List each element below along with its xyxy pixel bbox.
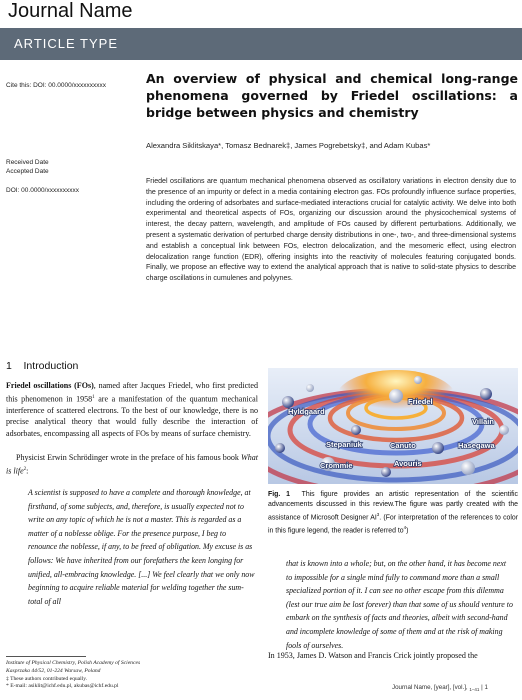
svg-text:Hyldgaard [288, 407, 325, 416]
affiliation: Institute of Physical Chemistry, Polish Academy of Sciences [6, 660, 141, 666]
intro-text-b: are a manifestation of the quantum mechanical interference of scattered electrons. To the best of our knowledge, there is no precise analytical theory that would fully describe the interaction of adsorbates, encompassing all aspects of FOs by means of surface chemistry. [6, 394, 258, 438]
svg-text:Canuto [390, 441, 416, 450]
book-title: What is life [6, 453, 258, 476]
email: * E-mail: asiklit@ichf.edu.pl, akubas@ichf.edu.pl [6, 683, 119, 690]
authors: Alexandra Siklitskaya*, Tomasz Bednarek‡, James Pogrebetsky‡, and Adam Kubas* [146, 141, 431, 150]
caption-text-c: ) [406, 527, 409, 535]
svg-text:Hasegawa [458, 441, 496, 450]
ref-2: 2 [23, 466, 27, 472]
footer-journal: Journal Name, [year], [vol.], [392, 684, 468, 691]
svg-text:Villain [472, 417, 494, 426]
footer-page-range: 1–41 [469, 687, 480, 693]
equal-contribution: ‡ These authors contributed equally. [6, 675, 88, 682]
label-hyldgaard: Hyldgaard [288, 407, 325, 416]
caption-text-b: . (For interpretation of the references to color in this figure legend, the reader is referred to [268, 514, 518, 535]
intro-paragraph-1 [6, 380, 258, 439]
label-hasegawa: Hasegawa [458, 441, 495, 450]
section-title: Introduction [23, 360, 79, 372]
label-canuto: Canuto [390, 441, 416, 450]
svg-text:Avouris [394, 459, 422, 468]
figure-caption [268, 490, 518, 537]
journal-name: Journal Name [8, 0, 133, 22]
svg-text:Friedel [408, 397, 433, 406]
address: Kasprzaka 44/52, 01-224 Warsaw, Poland [6, 667, 101, 674]
abstract: Friedel oscillations are quantum mechanical phenomena observed as oscillatory variations in electron density due to the presence of an impurity or defect in a media containing electron gas. FOs profoundly influence surface properties, including the ordering of adsorbates and surface-mediated interactions crucial for catalytic activity. We delve into both experimental and theoretical aspects of FOs, organizing our discussion around the physicochemical systems of interest, the decay pattern, wavelength, and amplitude of FOs caused by different perturbations. Additionally, we present a systematic derivation of perturbed charge density distributions in one-, two-, and three-dimensional systems and establish a conceptual link between FOs, electron delocalization, and the mesomeric effect, using electron delocalization range function (EDR), offering insights into the reactivity of molecules featuring conjugated bonds. Finally, we propose an effective way to extend the analytical approach that is native to solid-state physics to describe charge oscillations in cumulenes and polyynes. [146, 178, 516, 283]
cite-this: Cite this: DOI: 00.0000/xxxxxxxxxx [6, 82, 107, 89]
figure-label: Fig. 1 [268, 491, 290, 498]
footnotes [6, 660, 246, 691]
label-avouris: Avouris [394, 459, 422, 468]
schrodinger-quote: A scientist is supposed to have a complete and thorough knowledge, at firsthand, of some subjects, and, therefore, is usually expected not to write on any topic of which he is not a master. This is regarded as a matter of a noblesse oblige. For the presence purpose, I beg to renounce the noblesse, if any, to be freed of obligation. My excuse is as follows: We have inherited from our forefathers the keen longing for unified, all-embracing knowledge. [...] We feel clearly that we only now beginning to acquire reliable material for welding together the sum-total of all [28, 488, 255, 606]
friedel-oscillation-artwork [268, 368, 518, 484]
doi: DOI: 00.0000/xxxxxxxxxx [6, 187, 79, 194]
section-number: 1 [6, 360, 12, 372]
footer-page-number: | 1 [481, 684, 488, 691]
label-crommie: Crommie [320, 461, 353, 470]
paper-title: An overview of physical and chemical long-range phenomena governed by Friedel oscillations: a bridge between physics and chemistry [146, 71, 518, 120]
svg-text:Crommie [320, 461, 353, 470]
caption-ref-4: 4 [403, 525, 407, 531]
schrodinger-quote-continued: that is known into a whole; but, on the other hand, it has become next to impossible for a single mind fully to command more than a small specialized portion of it. I can see no other escape from this dilemma (lest our true aim be lost forever) than that some of us should venture to embark on the synthesis of facts and theories, albeit with second-hand and incomplete knowledge of some of them and at the risk of making fools of ourselves. [286, 559, 513, 650]
intro2-text-a: Physicist Erwin Schrödinger wrote in the preface of his famous book [16, 453, 241, 462]
label-villain: Villain [472, 417, 494, 426]
caption-ref-3: 3 [376, 512, 380, 517]
intro2-text-b: : [26, 466, 29, 476]
watson-crick-paragraph: In 1953, James D. Watson and Francis Crick jointly proposed the [268, 651, 478, 660]
label-friedel: Friedel [408, 397, 433, 406]
accepted-date: Accepted Date [6, 168, 49, 175]
section-heading [6, 360, 78, 372]
page-footer [392, 684, 488, 692]
intro-paragraph-2 [6, 452, 258, 477]
svg-text:Stepaniuk [326, 440, 363, 449]
figure-1-image [268, 368, 518, 484]
intro-text-a: , named after Jacques Friedel, who first predicted this phenomenon in 1958 [6, 381, 258, 404]
ref-1: 1 [92, 394, 95, 400]
caption-text-a: This figure provides an artistic representation of the scientific advancements discussed in this review.The figure was partly created with the assistance of Microsoft Designer AI [268, 491, 518, 522]
received-date: Received Date [6, 159, 49, 166]
label-stepaniuk: Stepaniuk [326, 440, 362, 449]
article-type: ARTICLE TYPE [14, 36, 118, 51]
fo-term: Friedel oscillations (FOs) [6, 381, 94, 390]
footnote-rule [6, 656, 86, 657]
